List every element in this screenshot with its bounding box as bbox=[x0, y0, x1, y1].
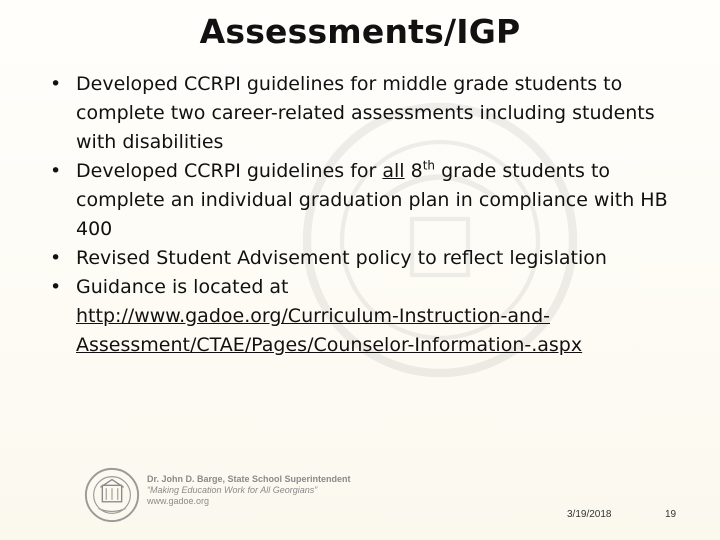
bullet-item bbox=[48, 70, 698, 157]
bullet-marker: • bbox=[50, 160, 62, 182]
bullet-text-end: grade students to complete an individual graduation plan in compliance with HB 400 bbox=[76, 160, 668, 240]
bullet-list bbox=[48, 70, 698, 360]
georgia-doe-seal-icon bbox=[83, 466, 141, 524]
emphasis-all: all bbox=[382, 160, 405, 182]
guidance-link[interactable] bbox=[76, 305, 582, 356]
footer-motto: “Making Education Work for All Georgians” bbox=[147, 485, 318, 495]
bullet-text-start: Developed CCRPI guidelines for bbox=[76, 160, 383, 182]
bullet-text: Guidance is located at bbox=[76, 276, 289, 298]
page-number: 19 bbox=[665, 509, 677, 520]
footer-text bbox=[147, 474, 351, 507]
slide-date: 3/19/2018 bbox=[567, 509, 612, 520]
bullet-marker: • bbox=[50, 276, 62, 298]
bullet-text: Revised Student Advisement policy to reflect legislation bbox=[76, 247, 607, 269]
bullet-marker: • bbox=[50, 73, 62, 95]
bullet-marker: • bbox=[50, 247, 62, 269]
footer-superintendent: Dr. John D. Barge, State School Superintendent bbox=[147, 474, 351, 484]
bullet-item bbox=[48, 157, 698, 244]
slide-title: Assessments/IGP bbox=[199, 12, 521, 51]
bullet-text-mid: 8 bbox=[404, 160, 423, 182]
ordinal-suffix: th bbox=[422, 158, 436, 173]
bullet-text: Developed CCRPI guidelines for middle grade students to complete two career-related assessments including students with disabilities bbox=[76, 73, 655, 153]
footer-website: www.gadoe.org bbox=[147, 496, 210, 506]
bullet-item bbox=[48, 244, 698, 273]
bullet-item bbox=[48, 273, 698, 360]
guidance-link-line2: Assessment/CTAE/Pages/Counselor-Information-.aspx bbox=[76, 334, 583, 356]
guidance-link-line1: http://www.gadoe.org/Curriculum-Instruction-and- bbox=[76, 305, 550, 327]
